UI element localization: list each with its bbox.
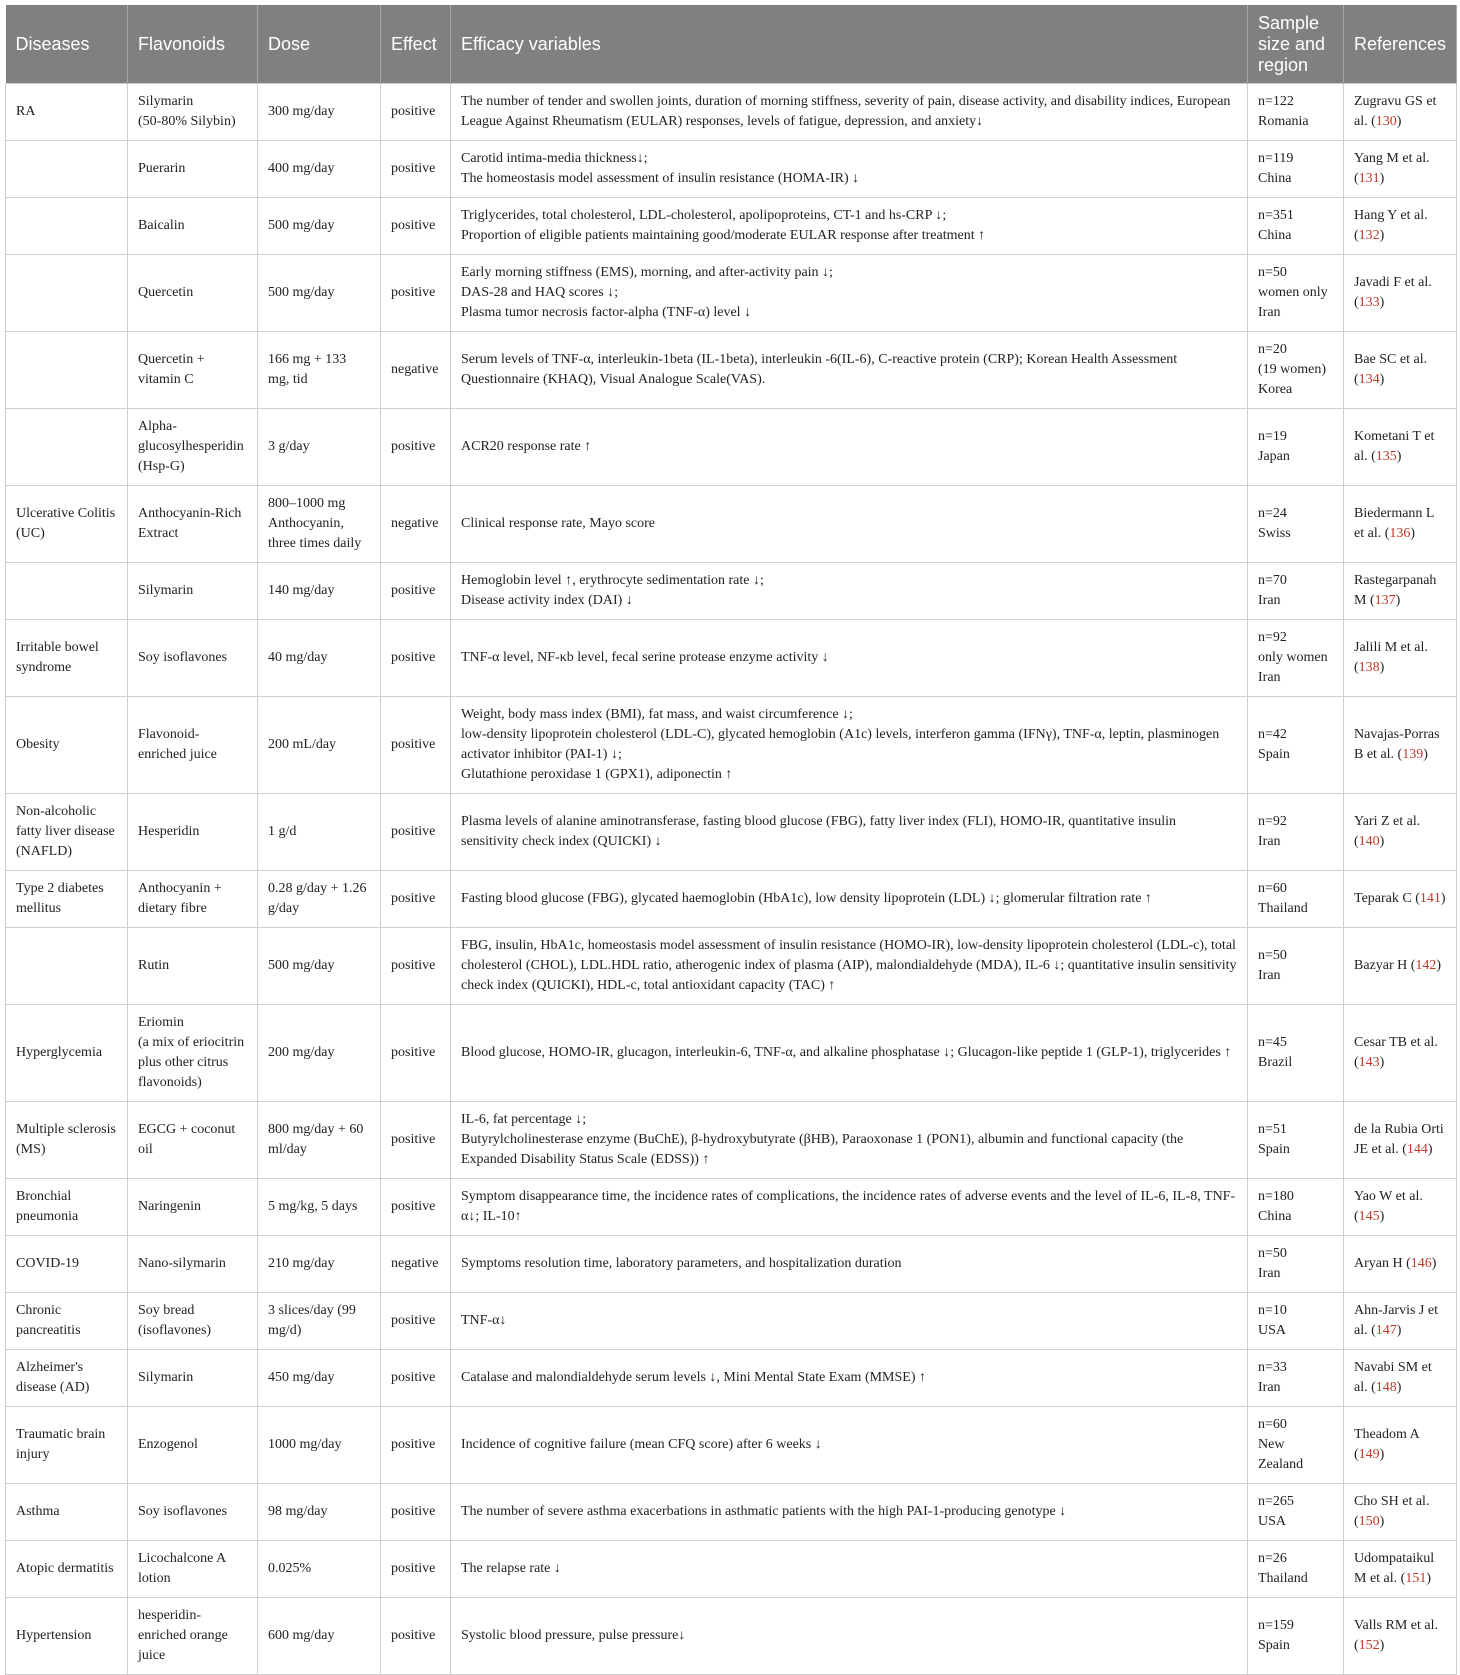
cell-disease — [6, 141, 128, 198]
table-row — [6, 871, 1457, 928]
cell-sample: n=50 Iran — [1248, 928, 1344, 1005]
cell-flavonoid: Naringenin — [128, 1179, 258, 1236]
reference-link[interactable]: 152 — [1358, 1638, 1380, 1653]
cell-effect: positive — [381, 1102, 451, 1179]
reference-link[interactable]: 135 — [1375, 449, 1397, 464]
table-row — [6, 928, 1457, 1005]
column-header-efficacy-variables: Efficacy variables — [451, 5, 1248, 84]
cell-reference: Yao W et al. (145) — [1344, 1179, 1457, 1236]
reference-text: Kometani T et al. ( — [1354, 429, 1435, 464]
cell-disease — [6, 332, 128, 409]
reference-link[interactable]: 149 — [1358, 1447, 1380, 1462]
cell-effect: negative — [381, 486, 451, 563]
cell-disease: Traumatic brain injury — [6, 1407, 128, 1484]
cell-sample: n=119 China — [1248, 141, 1344, 198]
reference-link[interactable]: 142 — [1415, 958, 1437, 973]
cell-sample: n=42 Spain — [1248, 697, 1344, 794]
reference-link[interactable]: 151 — [1405, 1571, 1427, 1586]
table-row — [6, 1350, 1457, 1407]
header-row — [6, 5, 1457, 84]
cell-sample: n=159 Spain — [1248, 1598, 1344, 1675]
reference-text: Biedermann L et al. ( — [1354, 506, 1434, 541]
cell-flavonoid: Nano-silymarin — [128, 1236, 258, 1293]
table-row — [6, 332, 1457, 409]
cell-effect: positive — [381, 697, 451, 794]
cell-flavonoid: Hesperidin — [128, 794, 258, 871]
reference-text: Cho SH et al. ( — [1354, 1494, 1430, 1529]
cell-dose: 800–1000 mg Anthocyanin, three times daily — [258, 486, 381, 563]
cell-efficacy: Catalase and malondialdehyde serum levels ↓, Mini Mental State Exam (MMSE) ↑ — [451, 1350, 1248, 1407]
reference-text: Ahn-Jarvis J et al. ( — [1354, 1303, 1438, 1338]
cell-sample: n=351 China — [1248, 198, 1344, 255]
cell-effect: positive — [381, 255, 451, 332]
reference-link[interactable]: 150 — [1358, 1514, 1380, 1529]
cell-reference: Aryan H (146) — [1344, 1236, 1457, 1293]
cell-flavonoid: Soy isoflavones — [128, 620, 258, 697]
reference-text: Bazyar H ( — [1354, 958, 1416, 973]
reference-text: Aryan H ( — [1354, 1256, 1411, 1271]
cell-dose: 98 mg/day — [258, 1484, 381, 1541]
cell-reference: Hang Y et al. (132) — [1344, 198, 1457, 255]
cell-efficacy: Symptoms resolution time, laboratory parameters, and hospitalization duration — [451, 1236, 1248, 1293]
reference-text: Yari Z et al. ( — [1354, 814, 1421, 849]
cell-dose: 200 mg/day — [258, 1005, 381, 1102]
reference-link[interactable]: 134 — [1358, 372, 1380, 387]
cell-effect: negative — [381, 332, 451, 409]
cell-effect: positive — [381, 1598, 451, 1675]
flavonoid-clinical-trials-table — [5, 5, 1457, 1675]
cell-flavonoid: Soy isoflavones — [128, 1484, 258, 1541]
cell-effect: positive — [381, 620, 451, 697]
cell-disease: Type 2 diabetes mellitus — [6, 871, 128, 928]
cell-disease — [6, 198, 128, 255]
cell-dose: 0.28 g/day + 1.26 g/day — [258, 871, 381, 928]
reference-text: Navajas-Porras B et al. ( — [1354, 727, 1440, 762]
cell-flavonoid: hesperidin-enriched orange juice — [128, 1598, 258, 1675]
cell-reference: Ahn-Jarvis J et al. (147) — [1344, 1293, 1457, 1350]
cell-disease: Atopic dermatitis — [6, 1541, 128, 1598]
cell-disease — [6, 255, 128, 332]
cell-sample: n=50 women only Iran — [1248, 255, 1344, 332]
cell-dose: 166 mg + 133 mg, tid — [258, 332, 381, 409]
cell-sample: n=51 Spain — [1248, 1102, 1344, 1179]
table-row — [6, 486, 1457, 563]
cell-flavonoid: Silymarin — [128, 563, 258, 620]
cell-sample: n=20 (19 women) Korea — [1248, 332, 1344, 409]
cell-effect: positive — [381, 1350, 451, 1407]
cell-flavonoid: Rutin — [128, 928, 258, 1005]
cell-efficacy: Systolic blood pressure, pulse pressure↓ — [451, 1598, 1248, 1675]
cell-efficacy: TNF-α↓ — [451, 1293, 1248, 1350]
cell-efficacy: Carotid intima-media thickness↓; The homeostasis model assessment of insulin resistance (HOMA-IR) ↓ — [451, 141, 1248, 198]
cell-reference: Bazyar H (142) — [1344, 928, 1457, 1005]
cell-effect: positive — [381, 1293, 451, 1350]
table-row — [6, 697, 1457, 794]
cell-effect: positive — [381, 871, 451, 928]
table-row — [6, 1598, 1457, 1675]
cell-sample: n=26 Thailand — [1248, 1541, 1344, 1598]
cell-flavonoid: Puerarin — [128, 141, 258, 198]
reference-link[interactable]: 133 — [1358, 295, 1380, 310]
cell-dose: 140 mg/day — [258, 563, 381, 620]
cell-flavonoid: Quercetin + vitamin C — [128, 332, 258, 409]
cell-disease: Asthma — [6, 1484, 128, 1541]
cell-effect: positive — [381, 1407, 451, 1484]
reference-text: Teparak C ( — [1354, 891, 1420, 906]
cell-dose: 400 mg/day — [258, 141, 381, 198]
cell-sample: n=33 Iran — [1248, 1350, 1344, 1407]
cell-effect: negative — [381, 1236, 451, 1293]
cell-sample: n=122 Romania — [1248, 84, 1344, 141]
cell-effect: positive — [381, 141, 451, 198]
cell-efficacy: ACR20 response rate ↑ — [451, 409, 1248, 486]
table-row — [6, 255, 1457, 332]
cell-reference: Rastegarpanah M (137) — [1344, 563, 1457, 620]
cell-sample: n=180 China — [1248, 1179, 1344, 1236]
reference-text: Rastegarpanah M ( — [1354, 573, 1437, 608]
cell-reference: Theadom A (149) — [1344, 1407, 1457, 1484]
cell-dose: 500 mg/day — [258, 255, 381, 332]
cell-dose: 800 mg/day + 60 ml/day — [258, 1102, 381, 1179]
cell-disease: Multiple sclerosis (MS) — [6, 1102, 128, 1179]
table-row — [6, 1102, 1457, 1179]
reference-text: Jalili M et al. ( — [1354, 640, 1428, 675]
cell-flavonoid: Anthocyanin + dietary fibre — [128, 871, 258, 928]
reference-link[interactable]: 148 — [1375, 1380, 1397, 1395]
cell-efficacy: Blood glucose, HOMO-IR, glucagon, interleukin-6, TNF-α, and alkaline phosphatase ↓; Glucagon-like peptide 1 (GLP-1), triglycerides ↑ — [451, 1005, 1248, 1102]
cell-flavonoid: Licochalcone A lotion — [128, 1541, 258, 1598]
cell-dose: 210 mg/day — [258, 1236, 381, 1293]
cell-flavonoid: Silymarin (50-80% Silybin) — [128, 84, 258, 141]
cell-dose: 600 mg/day — [258, 1598, 381, 1675]
cell-reference: Yari Z et al. (140) — [1344, 794, 1457, 871]
cell-dose: 300 mg/day — [258, 84, 381, 141]
cell-efficacy: The number of severe asthma exacerbations in asthmatic patients with the high PAI-1-producing genotype ↓ — [451, 1484, 1248, 1541]
cell-effect: positive — [381, 1005, 451, 1102]
table-row — [6, 141, 1457, 198]
table-row — [6, 620, 1457, 697]
cell-effect: positive — [381, 928, 451, 1005]
table-row — [6, 1236, 1457, 1293]
cell-disease: RA — [6, 84, 128, 141]
cell-sample: n=60 New Zealand — [1248, 1407, 1344, 1484]
cell-sample: n=45 Brazil — [1248, 1005, 1344, 1102]
column-header-flavonoids: Flavonoids — [128, 5, 258, 84]
cell-efficacy: IL-6, fat percentage ↓; Butyrylcholinesterase enzyme (BuChE), β-hydroxybutyrate (βHB), Paraoxonase 1 (PON1), albumin and functional capacity (the Expanded Disability Status Scale (EDSS)) ↑ — [451, 1102, 1248, 1179]
cell-disease: Non-alcoholic fatty liver disease (NAFLD) — [6, 794, 128, 871]
cell-reference: Navajas-Porras B et al. (139) — [1344, 697, 1457, 794]
cell-efficacy: The number of tender and swollen joints, duration of morning stiffness, severity of pain, disease activity, and disability indices, European League Against Rheumatism (EULAR) responses, levels of fatigue, depression, and anxiety↓ — [451, 84, 1248, 141]
reference-link[interactable]: 144 — [1406, 1142, 1428, 1157]
cell-efficacy: Symptom disappearance time, the incidence rates of complications, the incidence rates of adverse events and the level of IL-6, IL-8, TNF-α↓; IL-10↑ — [451, 1179, 1248, 1236]
cell-effect: positive — [381, 84, 451, 141]
cell-disease: Obesity — [6, 697, 128, 794]
cell-dose: 500 mg/day — [258, 198, 381, 255]
reference-text: Udompataikul M et al. ( — [1354, 1551, 1435, 1586]
cell-flavonoid: Alpha-glucosylhesperidin (Hsp-G) — [128, 409, 258, 486]
reference-text: de la Rubia Orti JE et al. ( — [1354, 1122, 1444, 1157]
cell-effect: positive — [381, 794, 451, 871]
cell-efficacy: Plasma levels of alanine aminotransferase, fasting blood glucose (FBG), fatty liver index (FLI), HOMO-IR, quantitative insulin sensitivity check index (QUICKI) ↓ — [451, 794, 1248, 871]
cell-sample: n=24 Swiss — [1248, 486, 1344, 563]
cell-effect: positive — [381, 1484, 451, 1541]
reference-link[interactable]: 143 — [1358, 1055, 1380, 1070]
cell-disease — [6, 563, 128, 620]
cell-dose: 5 mg/kg, 5 days — [258, 1179, 381, 1236]
cell-reference: Udompataikul M et al. (151) — [1344, 1541, 1457, 1598]
column-header-diseases: Diseases — [6, 5, 128, 84]
cell-reference: Cho SH et al. (150) — [1344, 1484, 1457, 1541]
reference-text: Zugravu GS et al. ( — [1354, 94, 1437, 129]
cell-effect: positive — [381, 1541, 451, 1598]
column-header-dose: Dose — [258, 5, 381, 84]
cell-sample: n=92 Iran — [1248, 794, 1344, 871]
cell-efficacy: Weight, body mass index (BMI), fat mass, and waist circumference ↓; low-density lipoprotein cholesterol (LDL-C), glycated hemoglobin (A1c) levels, interferon gamma (IFNγ), TNF-α, leptin, plasminogen activator inhibitor (PAI-1) ↓; Glutathione peroxidase 1 (GPX1), adiponectin ↑ — [451, 697, 1248, 794]
cell-sample: n=70 Iran — [1248, 563, 1344, 620]
cell-dose: 3 g/day — [258, 409, 381, 486]
cell-efficacy: Clinical response rate, Mayo score — [451, 486, 1248, 563]
cell-dose: 500 mg/day — [258, 928, 381, 1005]
table-row — [6, 409, 1457, 486]
cell-reference: Kometani T et al. (135) — [1344, 409, 1457, 486]
cell-effect: positive — [381, 409, 451, 486]
cell-flavonoid: Quercetin — [128, 255, 258, 332]
cell-dose: 1000 mg/day — [258, 1407, 381, 1484]
reference-text: Valls RM et al. ( — [1354, 1618, 1438, 1653]
cell-disease — [6, 928, 128, 1005]
cell-reference: Teparak C (141) — [1344, 871, 1457, 928]
cell-sample: n=50 Iran — [1248, 1236, 1344, 1293]
reference-link[interactable]: 137 — [1374, 593, 1396, 608]
table-row — [6, 1484, 1457, 1541]
table-row — [6, 563, 1457, 620]
cell-efficacy: TNF-α level, NF-κb level, fecal serine protease enzyme activity ↓ — [451, 620, 1248, 697]
cell-reference: Biedermann L et al. (136) — [1344, 486, 1457, 563]
cell-dose: 1 g/d — [258, 794, 381, 871]
reference-link[interactable]: 139 — [1402, 747, 1424, 762]
cell-effect: positive — [381, 1179, 451, 1236]
cell-effect: positive — [381, 563, 451, 620]
cell-flavonoid: Eriomin (a mix of eriocitrin plus other citrus flavonoids) — [128, 1005, 258, 1102]
cell-efficacy: Serum levels of TNF-α, interleukin-1beta (IL-1beta), interleukin -6(IL-6), C-reactive protein (CRP); Korean Health Assessment Questionnaire (KHAQ), Visual Analogue Scale(VAS). — [451, 332, 1248, 409]
column-header-effect: Effect — [381, 5, 451, 84]
cell-flavonoid: EGCG + coconut oil — [128, 1102, 258, 1179]
cell-dose: 40 mg/day — [258, 620, 381, 697]
cell-disease: Hypertension — [6, 1598, 128, 1675]
cell-disease: Hyperglycemia — [6, 1005, 128, 1102]
cell-sample: n=19 Japan — [1248, 409, 1344, 486]
cell-sample: n=265 USA — [1248, 1484, 1344, 1541]
column-header-references: References — [1344, 5, 1457, 84]
cell-flavonoid: Soy bread (isoflavones) — [128, 1293, 258, 1350]
reference-link[interactable]: 145 — [1358, 1209, 1380, 1224]
cell-reference: Valls RM et al. (152) — [1344, 1598, 1457, 1675]
cell-reference: Javadi F et al. (133) — [1344, 255, 1457, 332]
reference-text: Hang Y et al. ( — [1354, 208, 1428, 243]
table-row — [6, 198, 1457, 255]
reference-text: Navabi SM et al. ( — [1354, 1360, 1432, 1395]
column-header-sample-size-region: Sample size and region — [1248, 5, 1344, 84]
cell-reference: Jalili M et al. (138) — [1344, 620, 1457, 697]
cell-disease: Ulcerative Colitis (UC) — [6, 486, 128, 563]
cell-reference: Cesar TB et al. (143) — [1344, 1005, 1457, 1102]
cell-effect: positive — [381, 198, 451, 255]
table-row — [6, 1005, 1457, 1102]
cell-efficacy: The relapse rate ↓ — [451, 1541, 1248, 1598]
cell-efficacy: Early morning stiffness (EMS), morning, and after-activity pain ↓; DAS-28 and HAQ scores ↓; Plasma tumor necrosis factor-alpha (TNF-α) level ↓ — [451, 255, 1248, 332]
table-row — [6, 1407, 1457, 1484]
reference-link[interactable]: 136 — [1389, 526, 1411, 541]
cell-disease: Chronic pancreatitis — [6, 1293, 128, 1350]
cell-reference: Yang M et al. (131) — [1344, 141, 1457, 198]
cell-efficacy: FBG, insulin, HbA1c, homeostasis model assessment of insulin resistance (HOMO-IR), low-density lipoprotein cholesterol (LDL-c), total cholesterol (CHOL), LDL.HDL ratio, atherogenic index of plasma (AIP), malondialdehyde (MDA), IL-6 ↓; quantitative insulin sensitivity check index (QUICKI), HDL-c, total antioxidant capacity (TAC) ↑ — [451, 928, 1248, 1005]
cell-reference: Navabi SM et al. (148) — [1344, 1350, 1457, 1407]
reference-text: Theadom A ( — [1354, 1427, 1419, 1462]
reference-link[interactable]: 138 — [1358, 660, 1380, 675]
table-row — [6, 1293, 1457, 1350]
cell-efficacy: Hemoglobin level ↑, erythrocyte sedimentation rate ↓; Disease activity index (DAI) ↓ — [451, 563, 1248, 620]
cell-flavonoid: Baicalin — [128, 198, 258, 255]
table-row — [6, 1179, 1457, 1236]
table-row — [6, 1541, 1457, 1598]
reference-link[interactable]: 131 — [1358, 171, 1380, 186]
table-row — [6, 794, 1457, 871]
reference-link[interactable]: 141 — [1419, 891, 1441, 906]
reference-link[interactable]: 130 — [1375, 114, 1397, 129]
cell-efficacy: Incidence of cognitive failure (mean CFQ score) after 6 weeks ↓ — [451, 1407, 1248, 1484]
reference-text: Javadi F et al. ( — [1354, 275, 1432, 310]
cell-disease — [6, 409, 128, 486]
cell-disease: COVID-19 — [6, 1236, 128, 1293]
cell-reference: Zugravu GS et al. (130) — [1344, 84, 1457, 141]
reference-text: Yao W et al. ( — [1354, 1189, 1423, 1224]
cell-flavonoid: Flavonoid-enriched juice — [128, 697, 258, 794]
cell-disease: Bronchial pneumonia — [6, 1179, 128, 1236]
cell-dose: 450 mg/day — [258, 1350, 381, 1407]
reference-link[interactable]: 147 — [1375, 1323, 1397, 1338]
cell-reference: Bae SC et al. (134) — [1344, 332, 1457, 409]
table-row — [6, 84, 1457, 141]
reference-text: Cesar TB et al. ( — [1354, 1035, 1438, 1070]
cell-disease: Alzheimer's disease (AD) — [6, 1350, 128, 1407]
reference-link[interactable]: 132 — [1358, 228, 1380, 243]
reference-text: Bae SC et al. ( — [1354, 352, 1428, 387]
reference-text: Yang M et al. ( — [1354, 151, 1430, 186]
cell-sample: n=60 Thailand — [1248, 871, 1344, 928]
cell-reference: de la Rubia Orti JE et al. (144) — [1344, 1102, 1457, 1179]
cell-flavonoid: Silymarin — [128, 1350, 258, 1407]
reference-link[interactable]: 140 — [1358, 834, 1380, 849]
cell-efficacy: Triglycerides, total cholesterol, LDL-cholesterol, apolipoproteins, CT-1 and hs-CRP ↓; Proportion of eligible patients maintaining good/moderate EULAR response after treatment ↑ — [451, 198, 1248, 255]
cell-dose: 0.025% — [258, 1541, 381, 1598]
cell-dose: 200 mL/day — [258, 697, 381, 794]
cell-dose: 3 slices/day (99 mg/d) — [258, 1293, 381, 1350]
cell-sample: n=10 USA — [1248, 1293, 1344, 1350]
cell-disease: Irritable bowel syndrome — [6, 620, 128, 697]
cell-sample: n=92 only women Iran — [1248, 620, 1344, 697]
cell-flavonoid: Anthocyanin-Rich Extract — [128, 486, 258, 563]
cell-efficacy: Fasting blood glucose (FBG), glycated haemoglobin (HbA1c), low density lipoprotein (LDL) ↓; glomerular filtration rate ↑ — [451, 871, 1248, 928]
reference-link[interactable]: 146 — [1410, 1256, 1432, 1271]
cell-flavonoid: Enzogenol — [128, 1407, 258, 1484]
